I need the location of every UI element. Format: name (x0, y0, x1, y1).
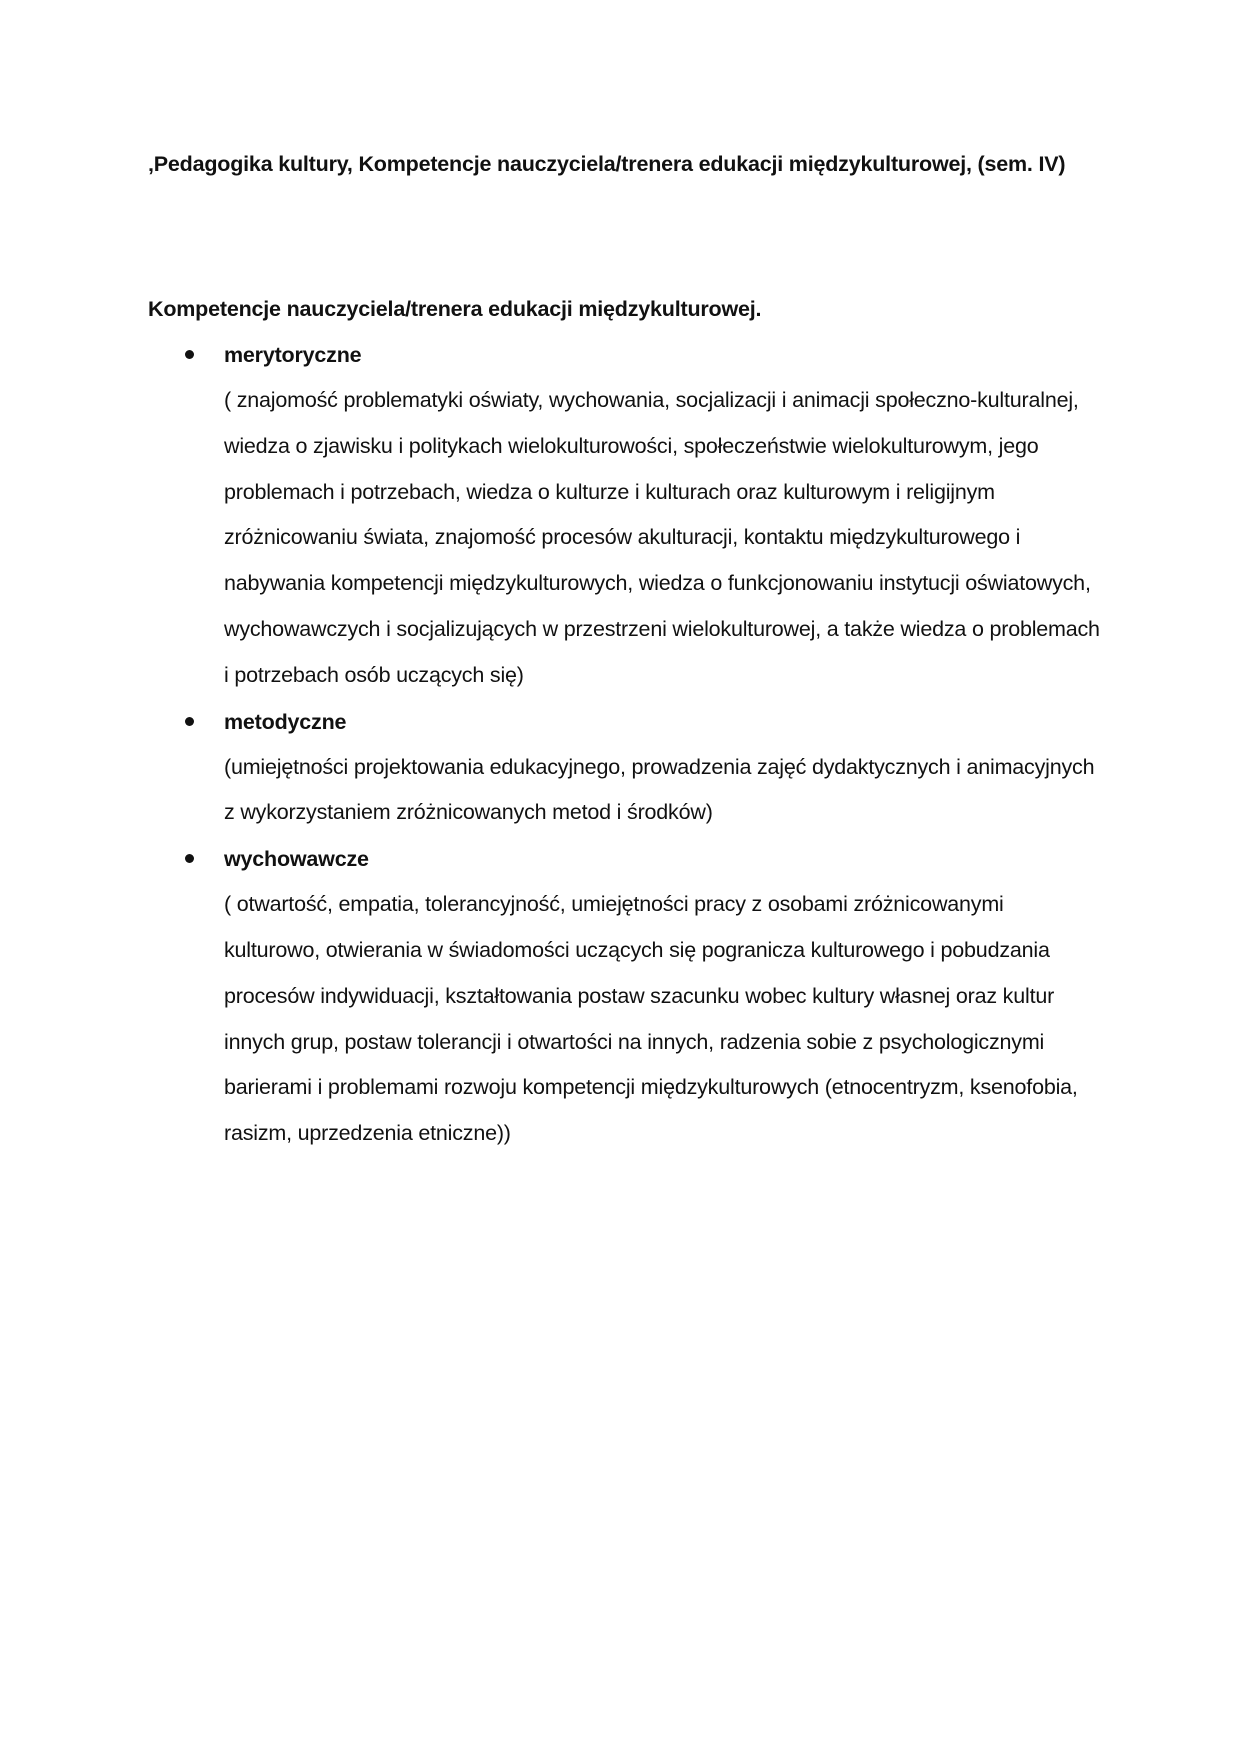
bullet-icon (185, 350, 194, 359)
competence-item-merytoryczne (148, 332, 1108, 699)
competence-item-wychowawcze (148, 836, 1108, 1157)
competence-list (148, 332, 1108, 1157)
competence-description: ( znajomość problematyki oświaty, wychowania, socjalizacji i animacji społeczno-kulturalnej, wiedza o zjawisku i politykach wielokulturowości, społeczeństwie wielokulturowym, jego problemach i potrzebach, wiedza o kulturze i kulturach oraz kulturowym i religijnym zróżnicowaniu świata, znajomość procesów akulturacji, kontaktu międzykulturowego i nabywania kompetencji międzykulturowych, wiedza o funkcjonowaniu instytucji oświatowych, wychowawczych i socjalizujących w przestrzeni wielokulturowej, a także wiedza o problemach i potrzebach osób uczących się) (224, 388, 1100, 687)
competence-name: wychowawcze (224, 847, 369, 872)
competence-name: merytoryczne (224, 343, 362, 367)
competence-name: metodyczne (224, 709, 347, 734)
competence-description: ( otwartość, empatia, tolerancyjność, umiejętności pracy z osobami zróżnicowanymi kulturowo, otwierania w świadomości uczących się pogranicza kulturowego i pobudzania procesów indywiduacji, kształtowania postaw szacunku wobec kultury własnej oraz kultur innych grup, postaw tolerancji i otwartości na innych, radzenia sobie z psychologicznymi barierami i problemami rozwoju kompetencji międzykulturowych (etnocentryzm, ksenofobia, rasizm, uprzedzenia etniczne)) (224, 892, 1078, 1146)
document-title: ‚Pedagogika kultury, Kompetencje nauczyciela/trenera edukacji międzykulturowej, (sem. IV) (148, 152, 1066, 176)
bullet-icon (185, 854, 194, 863)
bullet-icon (185, 717, 194, 726)
competence-item-metodyczne (148, 699, 1108, 837)
section-heading: Kompetencje nauczyciela/trenera edukacji międzykulturowej. (148, 297, 762, 321)
competence-description: (umiejętności projektowania edukacyjnego, prowadzenia zajęć dydaktycznych i animacyjnych z wykorzystaniem zróżnicowanych metod i środków) (224, 754, 1095, 825)
